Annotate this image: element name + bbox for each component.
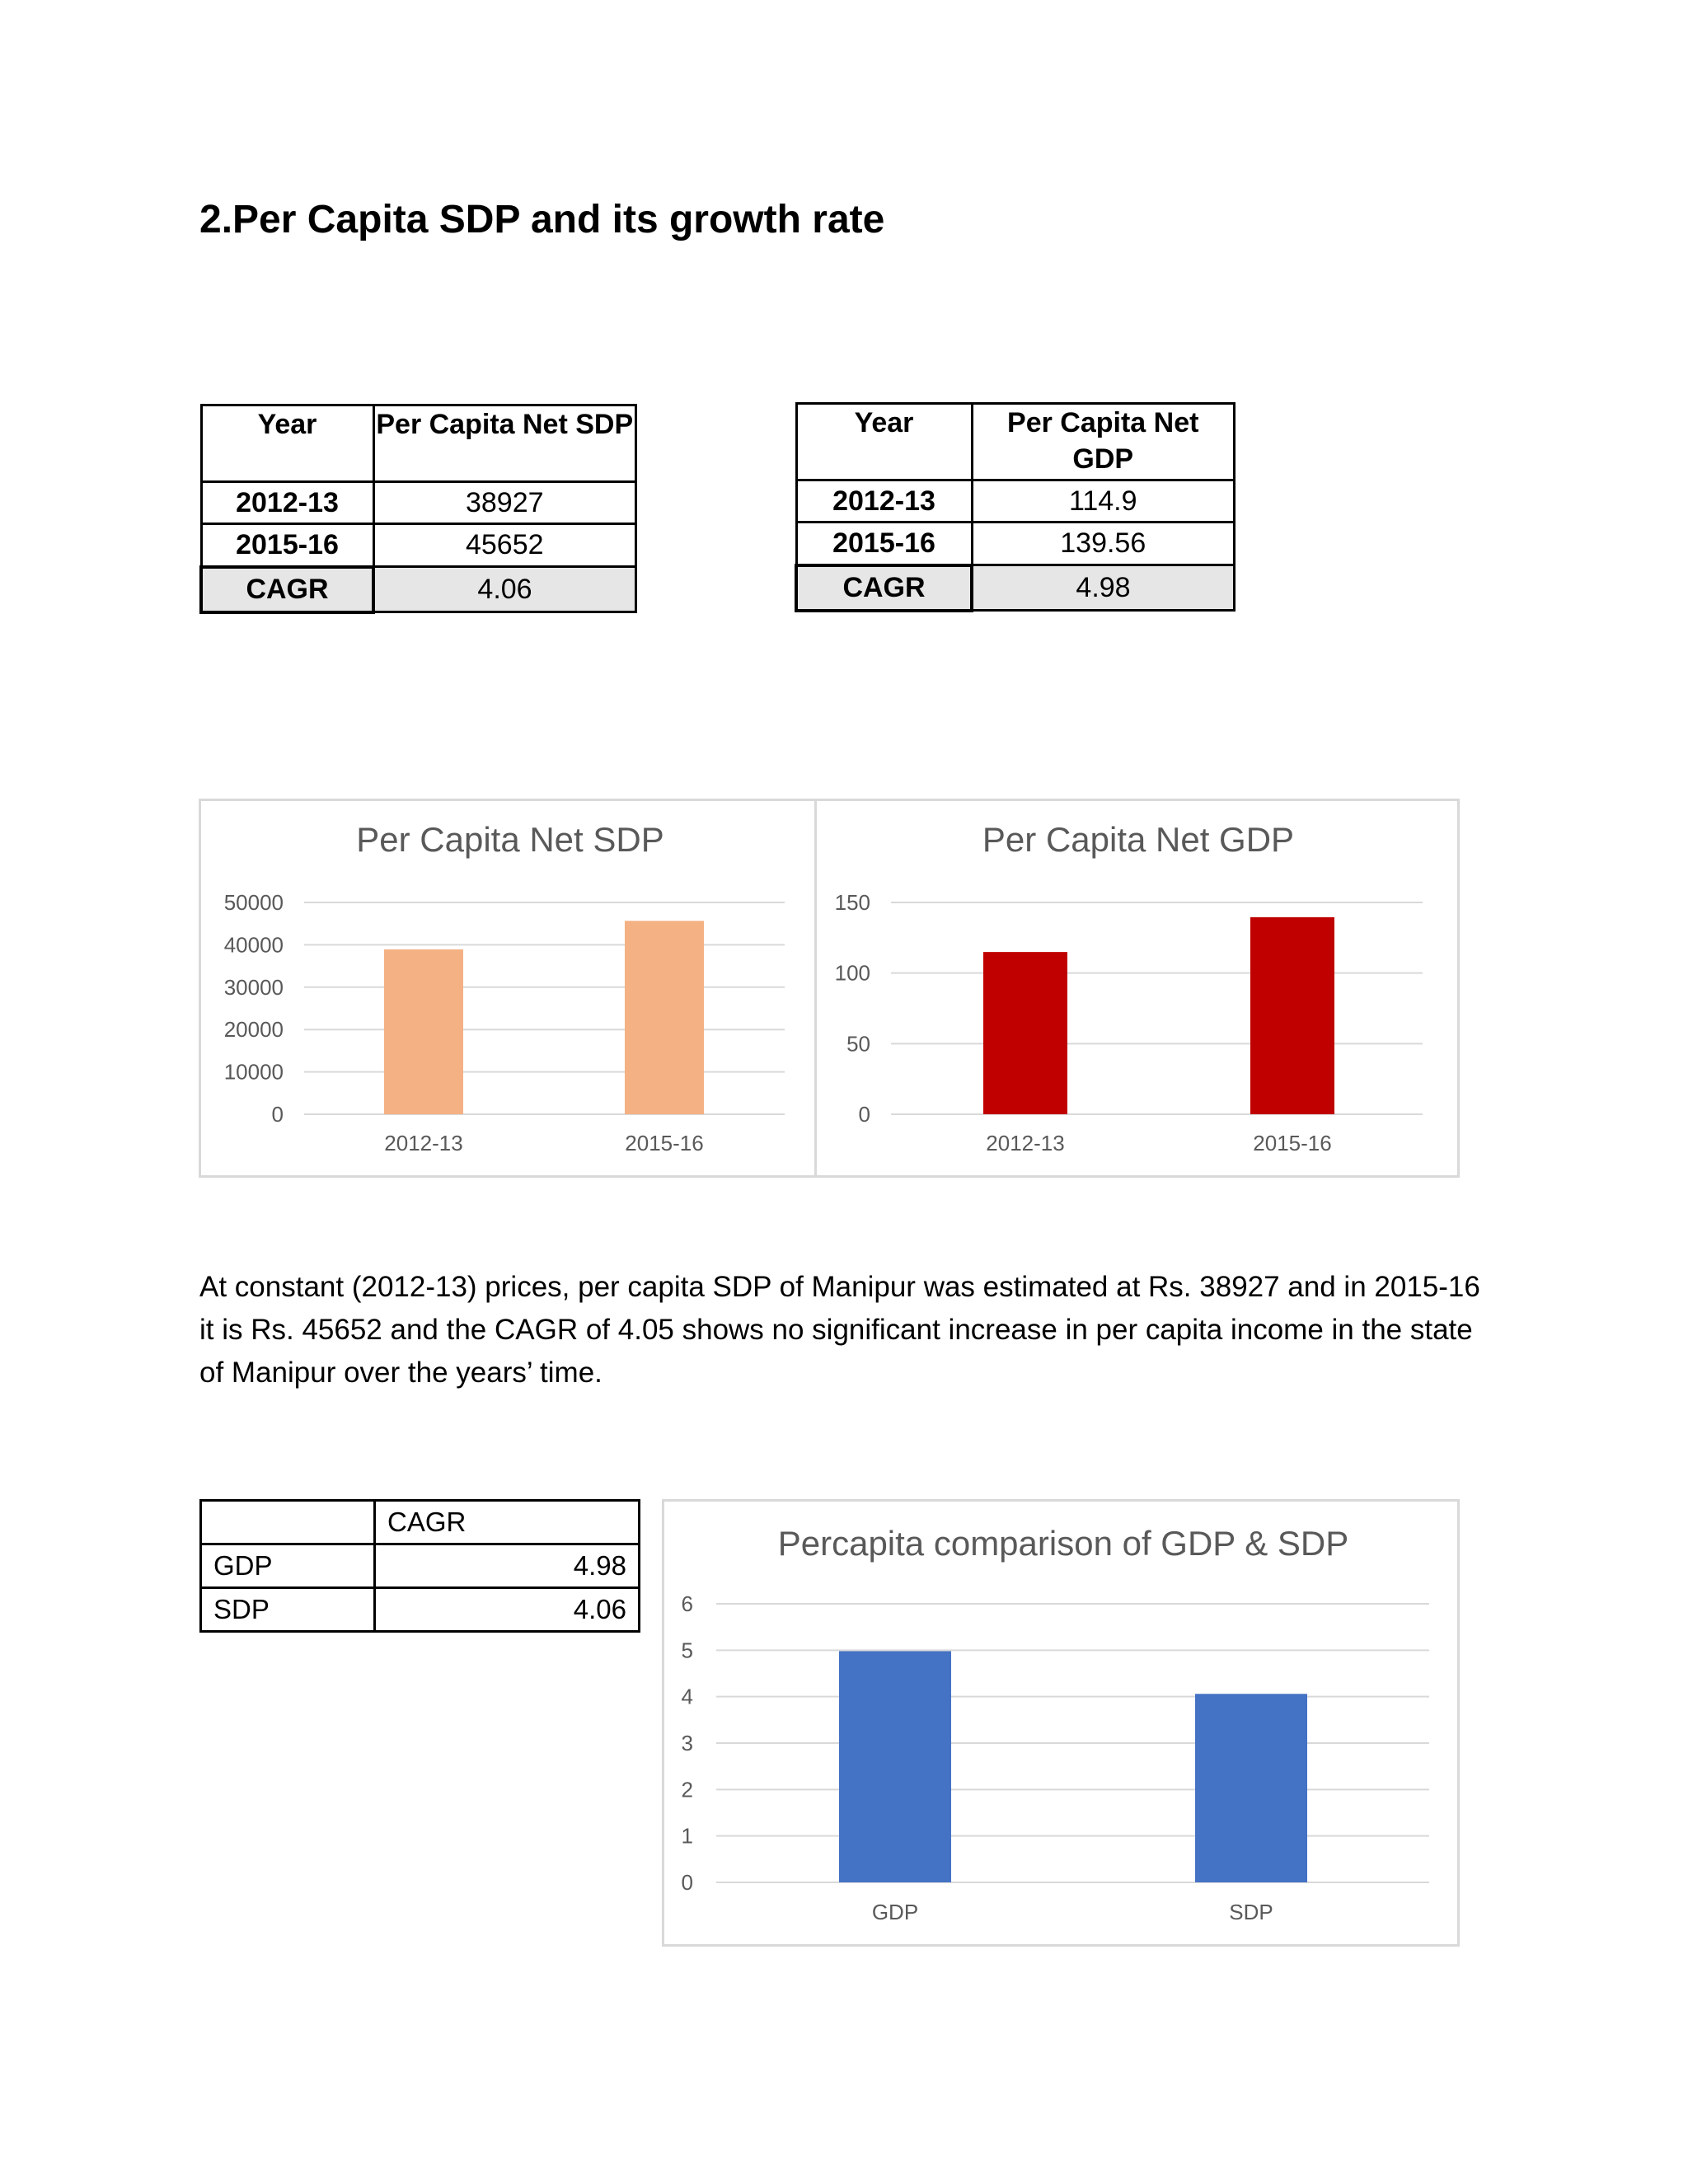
y-tick-label: 0	[271, 1102, 284, 1127]
y-tick-label: 0	[681, 1870, 693, 1895]
bar	[384, 949, 463, 1114]
chart-title: Per Capita Net SDP	[356, 820, 664, 859]
x-tick-label: 2015-16	[625, 1131, 704, 1155]
sdp-table-year: 2015-16	[201, 524, 373, 567]
x-tick-label: 2012-13	[986, 1131, 1065, 1155]
sdp-table	[199, 404, 637, 614]
chart-title: Per Capita Net GDP	[982, 820, 1295, 859]
y-tick-label: 150	[834, 890, 870, 915]
body-paragraph: At constant (2012-13) prices, per capita SDP of Manipur was estimated at Rs. 38927 and in 2015-16 it is Rs. 45652 and the CAGR of 4.05 shows no significant increase in per capita income in the state of Manipur over the years’ time.	[199, 1271, 1480, 1389]
y-tick-label: 3	[681, 1731, 693, 1755]
gdp-table	[795, 402, 1236, 612]
gdp-table-value: 139.56	[972, 523, 1235, 565]
sdp-table-value: 45652	[373, 524, 636, 567]
sdp-table-cagr-label: CAGR	[201, 567, 373, 612]
y-tick-label: 30000	[223, 974, 284, 1000]
gdp-table-year-header: Year	[796, 404, 972, 480]
sdp-chart-panel	[199, 799, 817, 1178]
gdp-table-value: 114.9	[972, 480, 1235, 523]
comparison-chart-panel	[662, 1499, 1460, 1947]
cagr-table-corner	[201, 1501, 375, 1544]
gdp-bar-chart	[817, 801, 1462, 1180]
y-tick-label: 100	[834, 960, 870, 986]
y-tick-label: 2	[681, 1777, 693, 1802]
bar	[1195, 1694, 1307, 1882]
bar	[1250, 917, 1334, 1114]
y-tick-label: 40000	[223, 932, 284, 958]
cagr-table-label: SDP	[201, 1588, 375, 1632]
x-tick-label: SDP	[1229, 1900, 1273, 1924]
chart-title: Percapita comparison of GDP & SDP	[777, 1524, 1349, 1563]
sdp-table-year: 2012-13	[201, 482, 373, 524]
sdp-table-value: 38927	[373, 482, 636, 524]
cagr-table-value: 4.06	[375, 1588, 640, 1632]
gdp-table-value-header: Per Capita Net GDP	[972, 404, 1235, 480]
cagr-table-label: GDP	[201, 1544, 375, 1588]
y-tick-label: 4	[681, 1684, 693, 1709]
cagr-table-header: CAGR	[375, 1501, 640, 1544]
bar	[983, 952, 1067, 1114]
x-tick-label: GDP	[871, 1900, 919, 1924]
gdp-table-year: 2015-16	[796, 523, 972, 565]
bar	[839, 1651, 951, 1882]
y-tick-label: 50	[846, 1031, 870, 1057]
comparison-bar-chart	[664, 1502, 1462, 1949]
gdp-table-year: 2012-13	[796, 480, 972, 523]
bar	[625, 921, 704, 1114]
x-tick-label: 2015-16	[1253, 1131, 1332, 1155]
y-tick-label: 20000	[223, 1017, 284, 1043]
gdp-table-cagr-value: 4.98	[972, 565, 1235, 611]
cagr-table	[199, 1499, 640, 1633]
y-tick-label: 1	[681, 1823, 693, 1849]
x-tick-label: 2012-13	[384, 1131, 463, 1155]
gdp-chart-panel	[814, 799, 1460, 1178]
y-tick-label: 5	[681, 1638, 693, 1663]
y-tick-label: 50000	[223, 890, 284, 915]
gdp-table-cagr-label: CAGR	[796, 565, 972, 611]
y-tick-label: 10000	[223, 1059, 284, 1085]
sdp-table-cagr-value: 4.06	[373, 567, 636, 612]
sdp-table-year-header: Year	[201, 405, 373, 482]
y-tick-label: 6	[681, 1591, 693, 1616]
sdp-table-value-header: Per Capita Net SDP	[373, 405, 636, 482]
y-tick-label: 0	[858, 1102, 870, 1127]
sdp-bar-chart	[201, 801, 819, 1180]
cagr-table-value: 4.98	[375, 1544, 640, 1588]
section-heading: 2.Per Capita SDP and its growth rate	[199, 198, 885, 241]
